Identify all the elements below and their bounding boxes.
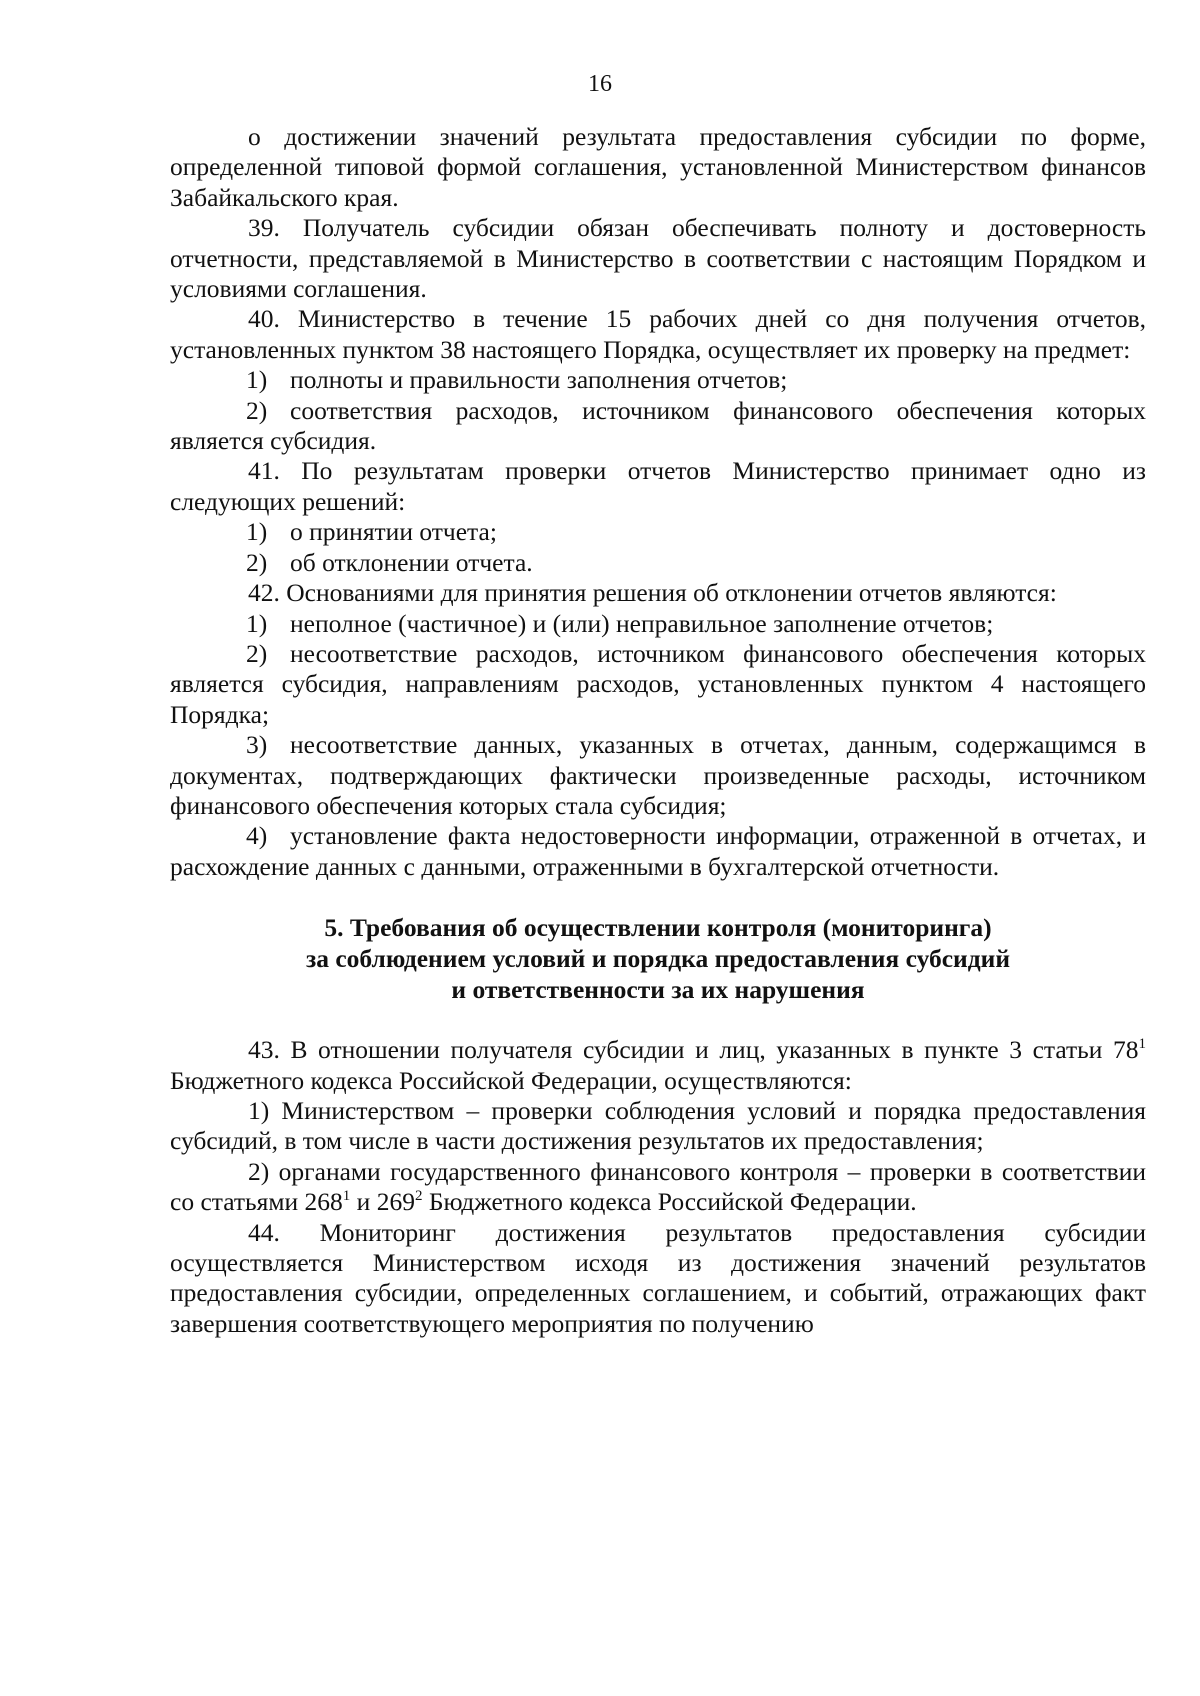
superscript: 2 [414, 1188, 423, 1205]
paragraph-40-item-1 [170, 365, 1146, 395]
paragraph-43 [170, 1035, 1146, 1096]
section-5-heading [170, 912, 1146, 1005]
paragraph-42-item-4 [170, 821, 1146, 882]
paragraph-41-item-2 [170, 548, 1146, 578]
paragraph-44: 44. Мониторинг достижения результатов предоставления субсидии осуществляется Министерством исходя из достижения значений результатов предоставления субсидии, определенных соглашением, и событий, отражающих факт завершения соответствующего мероприятия по получению [170, 1217, 1146, 1338]
paragraph-39: 39. Получатель субсидии обязан обеспечивать полноту и достоверность отчетности, представляемой в Министерство в соответствии с настоящим Порядком и условиями соглашения. [170, 213, 1146, 304]
paragraph-42-item-2 [170, 639, 1146, 730]
item-text: неполное (частичное) и (или) неправильное заполнение отчетов; [290, 608, 994, 638]
page-number: 16 [588, 71, 612, 97]
item-number: 1) [246, 365, 268, 395]
item-text: несоответствие расходов, источником финансового обеспечения которых является субсидия, направлениям расходов, установленных пунктом 4 настоящего Порядка; [170, 638, 1146, 729]
item-text: установление факта недостоверности информации, отраженной в отчетах, и расхождение данных с данными, отраженными в бухгалтерской отчетности. [170, 821, 1146, 881]
paragraph-42-item-1 [170, 609, 1146, 639]
item-text: о принятии отчета; [290, 517, 497, 547]
section-heading-line-1: 5. Требования об осуществлении контроля (мониторинга) [324, 913, 992, 943]
document-body [170, 122, 1146, 1339]
item-number: 4) [246, 821, 268, 851]
paragraph-42: 42. Основаниями для принятия решения об отклонении отчетов являются: [248, 578, 1057, 608]
paragraph-43-text-a: 43. В отношении получателя субсидии и лиц, указанных в пункте 3 статьи 78 [248, 1035, 1139, 1065]
item-number: 1) [246, 517, 268, 547]
item-number: 1) [246, 608, 268, 638]
item-text: несоответствие данных, указанных в отчетах, данным, содержащимся в документах, подтверждающих фактически произведенные расходы, источником финансового обеспечения которых стала субсидия; [170, 730, 1146, 820]
paragraph-43-item-2 [170, 1157, 1146, 1218]
item-text: полноты и правильности заполнения отчетов; [290, 365, 788, 395]
section-heading-line-3: и ответственности за их нарушения [451, 975, 865, 1005]
paragraph-43-item-2-text-b: и 269 [350, 1187, 415, 1217]
item-text: соответствия расходов, источником финансового обеспечения которых является субсидия. [170, 395, 1146, 456]
section-heading-line-2: за соблюдением условий и порядка предоставления субсидий [305, 944, 1011, 974]
paragraph-40: 40. Министерство в течение 15 рабочих дней со дня получения отчетов, установленных пунктом 38 настоящего Порядка, осуществляет их проверку на предмет: [170, 304, 1146, 364]
superscript: 1 [1138, 1036, 1146, 1053]
item-number: 3) [246, 730, 268, 760]
paragraph-43-item-1: 1) Министерством – проверки соблюдения условий и порядка предоставления субсидий, в том числе в части достижения результатов их предоставления; [170, 1095, 1146, 1156]
paragraph-43-item-2-text-c: Бюджетного кодекса Российской Федерации. [422, 1187, 917, 1217]
paragraph-40-item-2 [170, 396, 1146, 457]
item-number: 2) [246, 638, 268, 668]
paragraph-continuation: о достижении значений результата предоставления субсидии по форме, определенной типовой формой соглашения, установленной Министерством финансов Забайкальского края. [170, 122, 1146, 212]
paragraph-41: 41. По результатам проверки отчетов Министерство принимает одно из следующих решений: [170, 456, 1146, 516]
paragraph-41-item-1 [170, 517, 1146, 547]
item-number: 2) [246, 547, 268, 577]
paragraph-42-item-3 [170, 730, 1146, 821]
paragraph-43-text-b: Бюджетного кодекса Российской Федерации, осуществляются: [170, 1065, 852, 1095]
item-text: об отклонении отчета. [290, 547, 533, 577]
paragraph-43-item-2-text-a: 2) органами государственного финансового контроля – проверки в соответствии со статьями 268 [170, 1156, 1146, 1217]
item-number: 2) [246, 395, 268, 425]
superscript: 1 [342, 1188, 351, 1205]
